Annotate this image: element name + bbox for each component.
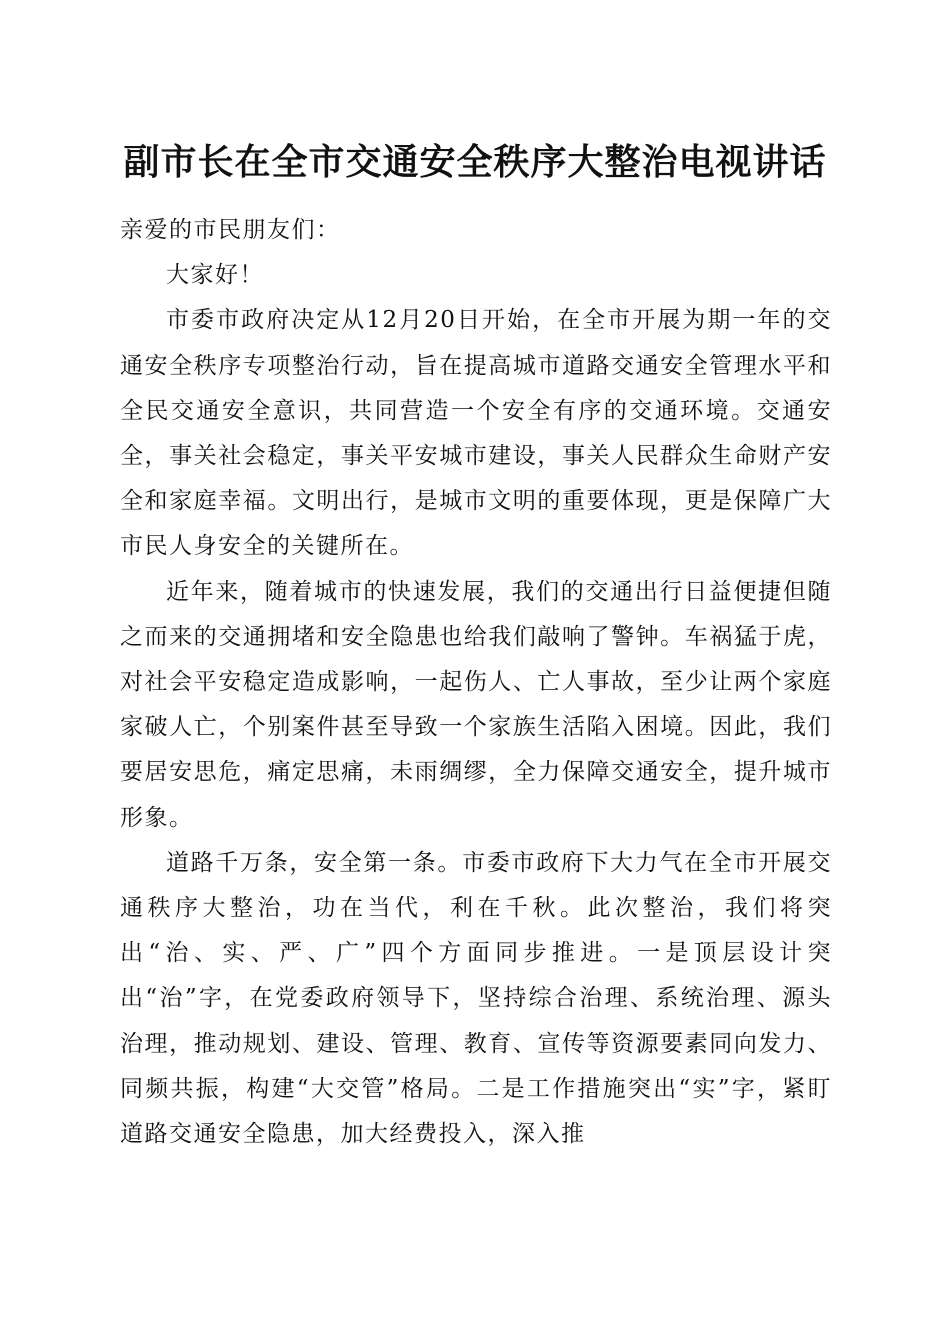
salutation: 亲爱的市民朋友们： [120,217,341,243]
document-body [120,208,832,1157]
document-title: 副市长在全市交通安全秩序大整治电视讲话 [123,141,827,183]
greeting: 大家好！ [166,262,264,289]
paragraph-3: 道路千万条，安全第一条。市委市政府下大力气在全市开展交通秩序大整治，功在当代，利在千秋。此次整治，我们将突出“治、实、严、广”四个方面同步推进。一是顶层设计突出“治”字，在党委政府领导下，坚持综合治理、系统治理、源头治理，推动规划、建设、管理、教育、宣传等资源要素同向发力、同频共振，构建“大交管”格局。二是工作措施突出“实”字，紧盯道路交通安全隐患，加大经费投入，深入推 [120,849,832,1148]
paragraph-2: 近年来，随着城市的快速发展，我们的交通出行日益便捷但随之而来的交通拥堵和安全隐患也给我们敲响了警钟。车祸猛于虎，对社会平安稳定造成影响，一起伤人、亡人事故，至少让两个家庭家破人亡，个别案件甚至导致一个家族生活陷入困境。因此，我们要居安思危，痛定思痛，未雨绸缪，全力保障交通安全，提升城市形象。 [120,578,832,831]
paragraph-1: 市委市政府决定从12月20日开始，在全市开展为期一年的交通安全秩序专项整治行动，旨在提高城市道路交通安全管理水平和全民交通安全意识，共同营造一个安全有序的交通环境。交通安全，事关社会稳定，事关平安城市建设，事关人民群众生命财产安全和家庭幸福。文明出行，是城市文明的重要体现，更是保障广大市民人身安全的关键所在。 [120,307,832,560]
